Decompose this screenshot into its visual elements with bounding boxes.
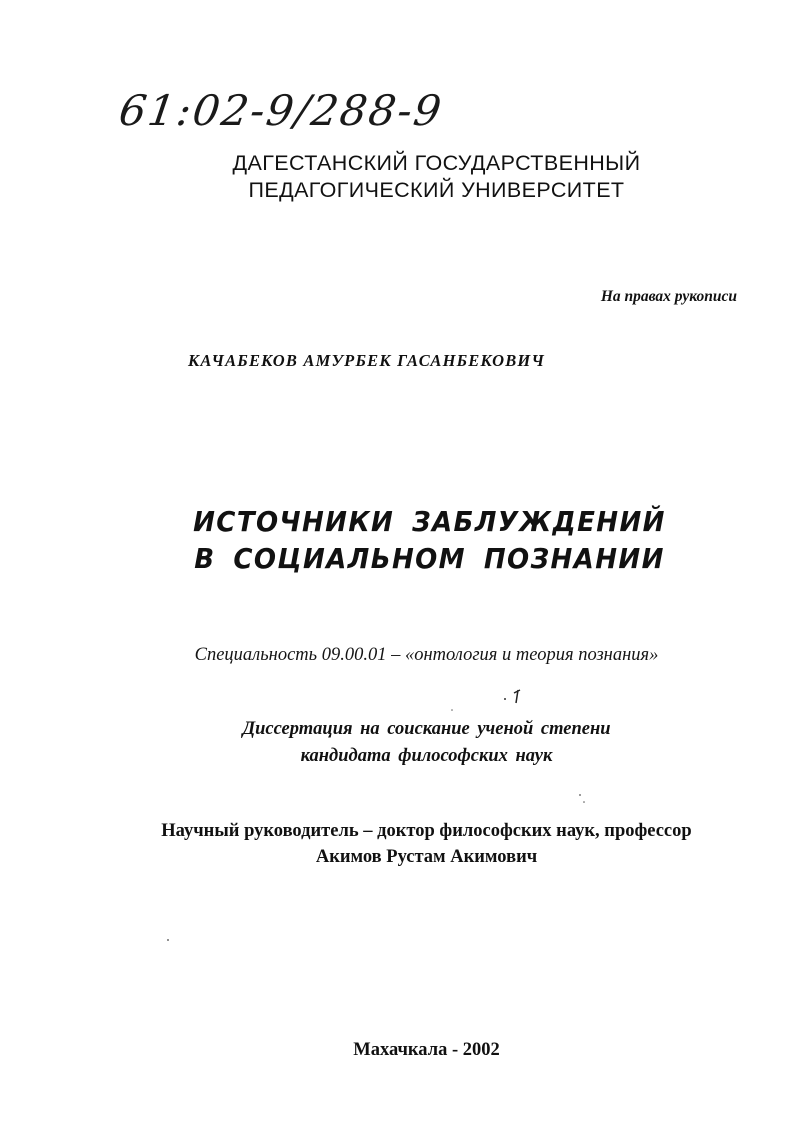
city-and-year: Махачкала - 2002 <box>353 1040 500 1060</box>
supervisor-line-1: Научный руководитель – доктор философских наук, профессор <box>161 821 692 841</box>
degree-line-2: кандидата философских наук <box>300 746 553 766</box>
manuscript-rights-note: На правах рукописи <box>600 288 737 305</box>
title-line-2: В СОЦИАЛЬНОМ ПОЗНАНИИ <box>194 542 665 575</box>
speck <box>583 801 585 803</box>
author-name: КАЧАБЕКОВ АМУРБЕК ГАСАНБЕКОВИЧ <box>187 351 546 370</box>
title-line-1: ИСТОЧНИКИ ЗАБЛУЖДЕНИЙ <box>193 505 666 538</box>
speck <box>504 698 506 700</box>
institution-line-1: ДАГЕСТАНСКИЙ ГОСУДАРСТВЕННЫЙ <box>232 151 641 175</box>
specialty-line: Специальность 09.00.01 – «онтология и теория познания» <box>194 645 659 665</box>
pen-mark <box>514 690 520 703</box>
supervisor-line-2: Акимов Рустам Акимович <box>315 847 538 867</box>
speck <box>451 709 453 711</box>
institution-line-2: ПЕДАГОГИЧЕСКИЙ УНИВЕРСИТЕТ <box>248 178 625 202</box>
degree-line-1: Диссертация на соискание ученой степени <box>242 719 611 739</box>
catalog-number-text: 61:02-9/288-9 <box>116 86 447 135</box>
speck <box>579 794 581 796</box>
speck <box>167 939 169 941</box>
